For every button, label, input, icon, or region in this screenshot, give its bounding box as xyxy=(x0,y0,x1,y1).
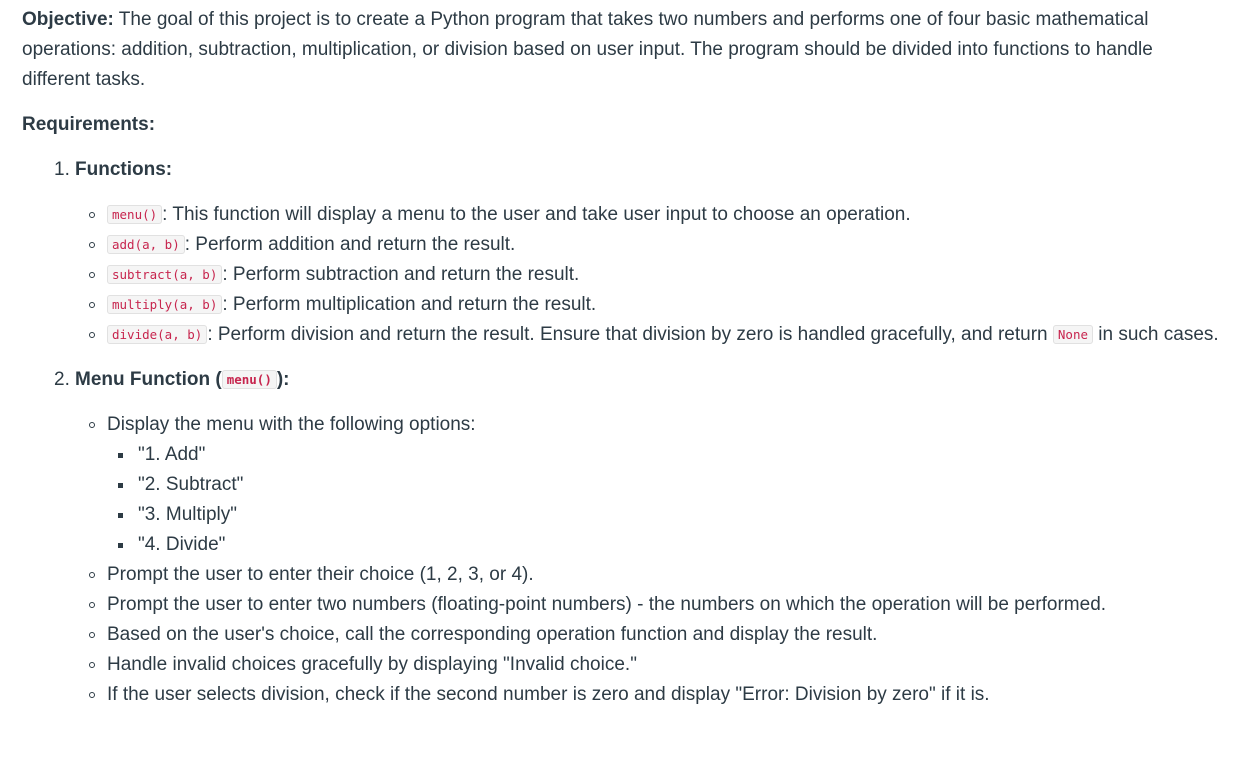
code-menu: menu() xyxy=(107,205,162,224)
requirements-list xyxy=(22,155,1222,710)
objective-paragraph xyxy=(22,5,1222,95)
list-item: If the user selects division, check if the second number is zero and display "Error: Division by zero" if it is. xyxy=(107,680,1222,710)
menu-option: "4. Divide" xyxy=(138,530,1222,560)
menu-option: "2. Subtract" xyxy=(138,470,1222,500)
code-multiply: multiply(a, b) xyxy=(107,295,222,314)
objective-label: Objective: xyxy=(22,9,114,30)
code-menu-title: menu() xyxy=(222,370,277,389)
list-item: Prompt the user to enter their choice (1, 2, 3, or 4). xyxy=(107,560,1222,590)
list-item: menu() : This function will display a menu to the user and take user input to choose an operation. xyxy=(107,200,1222,230)
list-item: Handle invalid choices gracefully by displaying "Invalid choice." xyxy=(107,650,1222,680)
list-item: subtract(a, b) : Perform subtraction and return the result. xyxy=(107,260,1222,290)
list-item: Based on the user's choice, call the corresponding operation function and display the result. xyxy=(107,620,1222,650)
objective-text: The goal of this project is to create a Python program that takes two numbers and performs one of four basic mathematical operations: addition, subtraction, multiplication, or division based on user input. The program should be divided into functions to handle different tasks. xyxy=(22,9,1153,90)
menu-options-list xyxy=(107,440,1222,560)
menu-option: "3. Multiply" xyxy=(138,500,1222,530)
section-menu-heading xyxy=(54,365,1222,395)
menu-requirements-list xyxy=(54,410,1222,710)
section-number: 1. xyxy=(54,159,70,180)
section-number: 2. xyxy=(54,369,70,390)
list-item: divide(a, b) : Perform division and return the result. Ensure that division by zero is handled gracefully, and return None in such cases. xyxy=(107,320,1222,350)
list-item: multiply(a, b) : Perform multiplication and return the result. xyxy=(107,290,1222,320)
code-subtract: subtract(a, b) xyxy=(107,265,222,284)
section-functions xyxy=(54,155,1222,350)
requirements-heading: Requirements: xyxy=(22,114,156,135)
section-title: Functions: xyxy=(75,159,173,180)
section-menu-function xyxy=(54,365,1222,710)
list-item: Prompt the user to enter two numbers (floating-point numbers) - the numbers on which the operation will be performed. xyxy=(107,590,1222,620)
list-item: Display the menu with the following options: "1. Add" "2. Subtract" "3. Multiply" "4. Divide" xyxy=(107,410,1222,560)
section-title: Menu Function ( menu() ): xyxy=(75,369,290,390)
code-add: add(a, b) xyxy=(107,235,185,254)
code-divide: divide(a, b) xyxy=(107,325,207,344)
code-none: None xyxy=(1053,325,1093,344)
menu-option: "1. Add" xyxy=(138,440,1222,470)
functions-list xyxy=(54,200,1222,350)
list-item: add(a, b) : Perform addition and return the result. xyxy=(107,230,1222,260)
section-functions-heading xyxy=(54,155,1222,185)
